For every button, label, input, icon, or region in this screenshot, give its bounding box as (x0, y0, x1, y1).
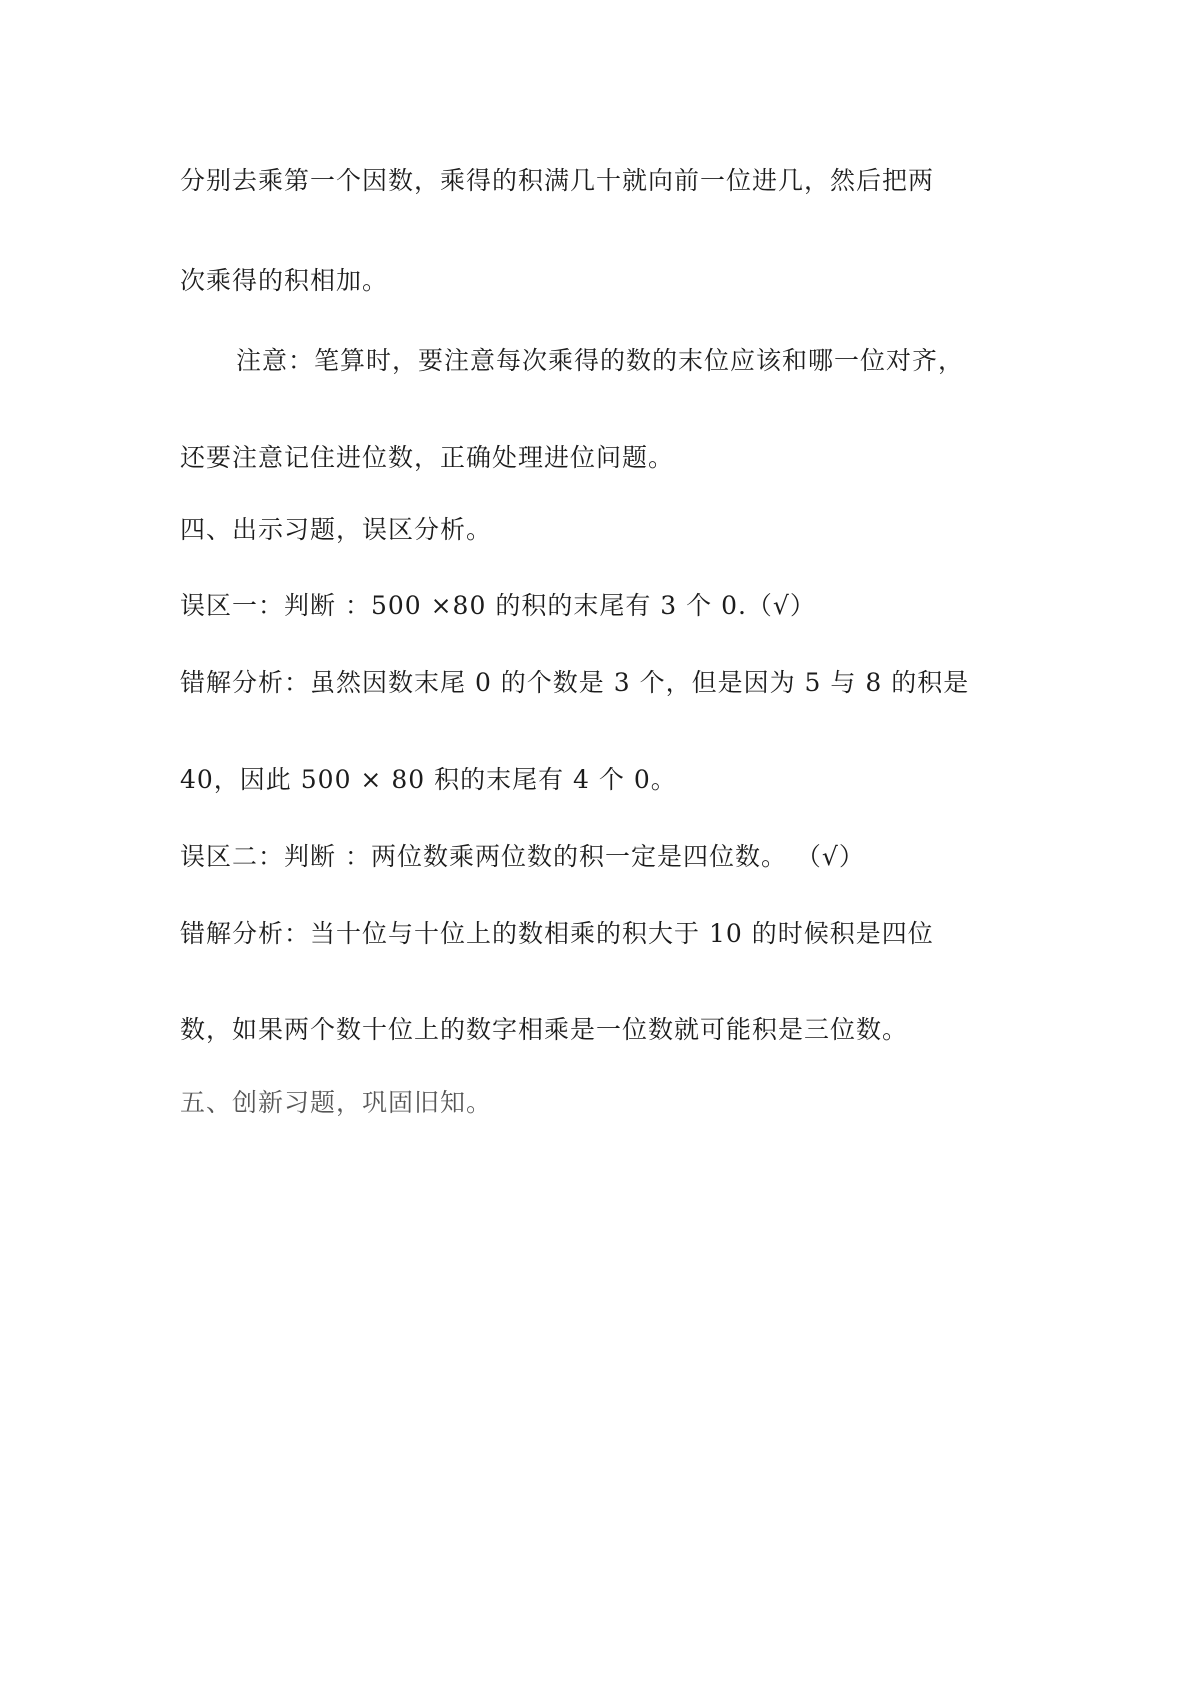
error-analysis-two-line-2: 数，如果两个数十位上的数字相乘是一位数就可能积是三位数。 (180, 1015, 909, 1044)
misconception-one-line: 误区一：判断 ：500 ×80 的积的末尾有 3 个 0.（√） (180, 591, 816, 620)
paragraph-line-2: 次乘得的积相加。 (180, 266, 389, 295)
misconception-two-line: 误区二：判断 ：两位数乘两位数的积一定是四位数。 （√） (180, 842, 865, 871)
error-analysis-one-line-2: 40，因此 500 × 80 积的末尾有 4 个 0。 (180, 765, 677, 794)
error-analysis-two-line-1: 错解分析：当十位与十位上的数相乘的积大于 10 的时候积是四位 (180, 919, 934, 948)
section-heading-five: 五、创新习题，巩固旧知。 (180, 1088, 493, 1117)
note-line-1: 注意：笔算时，要注意每次乘得的数的末位应该和哪一位对齐， (236, 346, 965, 375)
note-line-2: 还要注意记住进位数，正确处理进位问题。 (180, 443, 675, 472)
section-heading-four: 四、出示习题，误区分析。 (180, 515, 493, 544)
paragraph-line-1: 分别去乘第一个因数，乘得的积满几十就向前一位进几，然后把两 (180, 166, 935, 195)
error-analysis-one-line-1: 错解分析：虽然因数末尾 0 的个数是 3 个，但是因为 5 与 8 的积是 (180, 668, 970, 697)
